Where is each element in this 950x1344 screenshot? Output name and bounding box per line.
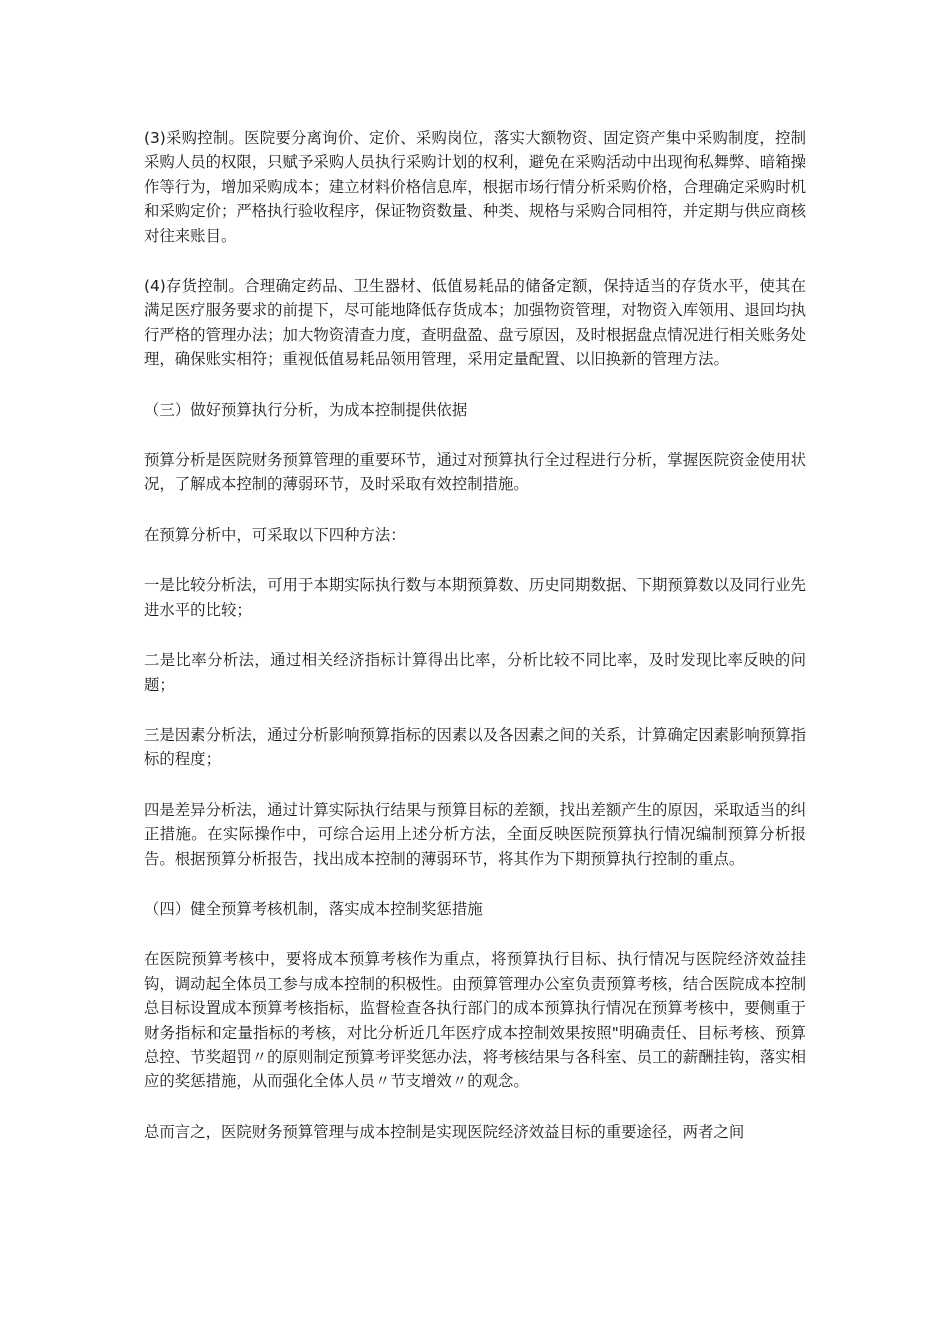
paragraph-budget-analysis-intro: 预算分析是医院财务预算管理的重要环节，通过对预算执行全过程进行分析，掌握医院资金使用状况，了解成本控制的薄弱环节，及时采取有效控制措施。 [144, 451, 806, 494]
paragraph-inventory-control: (4)存货控制。合理确定药品、卫生器材、低值易耗品的储备定额，保持适当的存货水平，使其在满足医疗服务要求的前提下，尽可能地降低存货成本；加强物资管理，对物资入库领用、退回均执行严格的管理办法；加大物资清查力度，查明盘盈、盘亏原因，及时根据盘点情况进行相关账务处理，确保账实相符；重视低值易耗品领用管理，采用定量配置、以旧换新的管理方法。 [144, 277, 806, 369]
document-page [144, 126, 806, 1170]
paragraph-method-comparison: 一是比较分析法，可用于本期实际执行数与本期预算数、历史同期数据、下期预算数以及同行业先进水平的比较； [144, 576, 806, 619]
section-heading-budget-analysis: （三）做好预算执行分析，为成本控制提供依据 [144, 400, 468, 419]
paragraph-method-ratio: 二是比率分析法，通过相关经济指标计算得出比率，分析比较不同比率，及时发现比率反映的问题； [144, 651, 806, 694]
paragraph-procurement-control: (3)采购控制。医院要分离询价、定价、采购岗位，落实大额物资、固定资产集中采购制度，控制采购人员的权限，只赋予采购人员执行采购计划的权利，避免在采购活动中出现徇私舞弊、暗箱操作等行为，增加采购成本；建立材料价格信息库，根据市场行情分析采购价格，合理确定采购时机和采购定价；严格执行验收程序，保证物资数量、种类、规格与采购合同相符，并定期与供应商核对往来账目。 [144, 129, 806, 245]
paragraph-method-factor: 三是因素分析法，通过分析影响预算指标的因素以及各因素之间的关系，计算确定因素影响预算指标的程度； [144, 725, 806, 769]
paragraph-four-methods: 在预算分析中，可采取以下四种方法： [144, 525, 406, 544]
paragraph-budget-assessment: 在医院预算考核中，要将成本预算考核作为重点，将预算执行目标、执行情况与医院经济效益挂钩，调动起全体员工参与成本控制的积极性。由预算管理办公室负责预算考核，结合医院成本控制总目标设置成本预算考核指标，监督检查各执行部门的成本预算执行情况在预算考核中，要侧重于财务指标和定量指标的考核，对比分析近几年医疗成本控制效果按照"明确责任、目标考核、预算总控、节奖超罚〃的原则制定预算考评奖惩办法，将考核结果与各科室、员工的薪酬挂钩，落实相应的奖惩措施，从而强化全体人员〃节支增效〃的观念。 [144, 950, 806, 1091]
paragraph-conclusion: 总而言之，医院财务预算管理与成本控制是实现医院经济效益目标的重要途径，两者之间 [144, 1122, 745, 1141]
section-heading-budget-assessment: （四）健全预算考核机制，落实成本控制奖惩措施 [144, 899, 483, 918]
paragraph-method-variance: 四是差异分析法，通过计算实际执行结果与预算目标的差额，找出差额产生的原因，采取适当的纠正措施。在实际操作中，可综合运用上述分析方法，全面反映医院预算执行情况编制预算分析报告。根据预算分析报告，找出成本控制的薄弱环节，将其作为下期预算执行控制的重点。 [144, 800, 806, 868]
